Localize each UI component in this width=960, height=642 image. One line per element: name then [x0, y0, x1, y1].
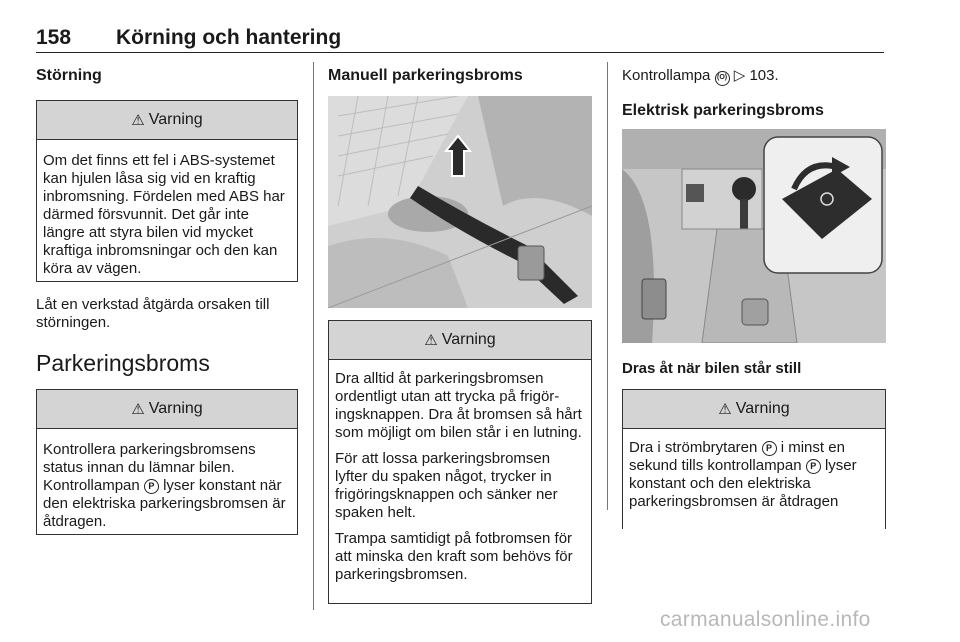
column-divider [313, 62, 314, 610]
electric-parking-brake-switch-illustration [622, 129, 886, 343]
warning-text: Kontrollera parkeringsbromsens status innan du lämnar bilen. Kontrollampan P lyser konstant när den elektriska parkeringsbromsen är åtdragen. [43, 441, 286, 530]
warning-body [37, 140, 297, 286]
warning-body [37, 429, 297, 539]
hand-brake-lever-illustration [328, 96, 592, 308]
warning-header [37, 101, 297, 140]
brake-lamp-icon: (O) [715, 71, 730, 86]
warning-text: Trampa samtidigt på fotbromsen för att minska den kraft som behövs för parkeringsbromsen. [335, 530, 573, 583]
column-left [36, 62, 298, 535]
warning-box-electric [622, 389, 886, 529]
page-title: Körning och hantering [116, 26, 342, 49]
page-number: 158 [36, 26, 72, 49]
page-header [36, 26, 884, 53]
column-middle [328, 62, 592, 604]
warning-triangle-icon: ⚠ [131, 401, 145, 418]
column-right [622, 62, 886, 529]
warning-header [623, 390, 885, 429]
section-heading-elektrisk: Elektrisk parkeringsbroms [622, 102, 824, 119]
paragraph-verkstad: Låt en verkstad åtgärda orsaken till störningen. [36, 296, 270, 331]
subheading-dras-at: Dras åt när bilen står still [622, 360, 802, 377]
warning-text: För att lossa parkeringsbromsen lyfter du spaken något, trycker in frigöringsknappen och sänker ner spaken helt. [335, 450, 558, 521]
warning-label: Varning [148, 400, 203, 417]
warning-body [329, 360, 591, 592]
warning-header [329, 321, 591, 360]
warning-text: Dra i strömbrytaren P i minst en sekund tills kontrollampan P lyser konstant och den elektriska parkeringsbromsen är åtdragen [629, 439, 857, 510]
warning-triangle-icon: ⚠ [718, 401, 732, 418]
warning-body [623, 429, 885, 519]
column-divider [607, 62, 608, 510]
watermark: carmanualsonline.info [660, 608, 871, 631]
warning-triangle-icon: ⚠ [131, 112, 145, 129]
warning-text: Om det finns ett fel i ABS-systemet kan hjulen låsa sig vid en kraftig inbromsning. Fördelen med ABS har därmed försvunnit. Det går inte längre att styra bilen vid mycket kraftiga inbromsningar och den kan köra av vägen. [43, 152, 285, 277]
kontrollampa-reference: Kontrollampa (O) ▷ 103. [622, 67, 779, 84]
section-heading-manuell: Manuell parkeringsbroms [328, 67, 523, 84]
warning-triangle-icon: ⚠ [424, 332, 438, 349]
section-heading-storning: Störning [36, 67, 102, 84]
warning-label: Varning [441, 331, 496, 348]
warning-box-abs [36, 100, 298, 282]
parking-lamp-icon: P [762, 441, 777, 456]
warning-box-parking [36, 389, 298, 535]
warning-label: Varning [735, 400, 790, 417]
warning-text: Dra alltid åt parkeringsbromsen ordentligt utan att trycka på frigöringsknappen. Dra åt bromsen så hårt som möjligt om bilen står i en lutning. [335, 370, 582, 441]
warning-box-manual [328, 320, 592, 604]
warning-label: Varning [148, 111, 203, 128]
parking-lamp-icon: P [144, 479, 159, 494]
arrow-icon: ▷ [733, 67, 746, 84]
warning-header [37, 390, 297, 429]
parking-lamp-icon: P [806, 459, 821, 474]
section-heading-parkeringsbroms: Parkeringsbroms [36, 350, 210, 376]
